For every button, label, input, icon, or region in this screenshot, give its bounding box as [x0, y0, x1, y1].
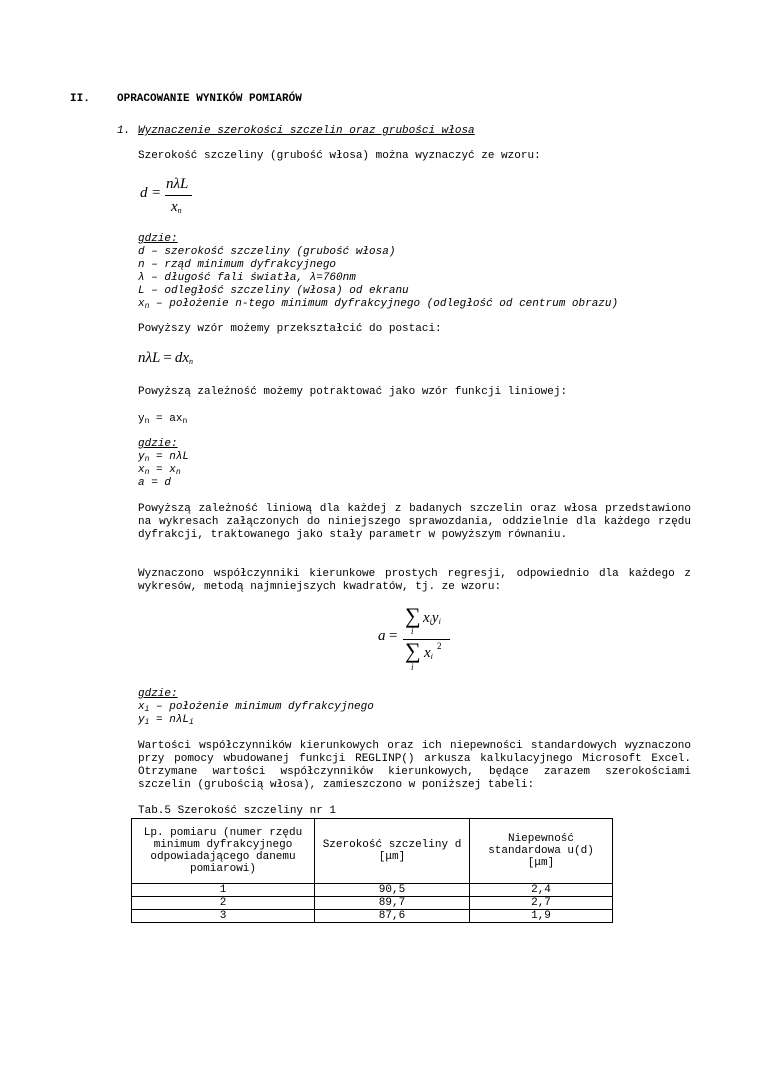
where-label-2: gdzie:: [138, 438, 178, 450]
where-label-1: gdzie:: [138, 233, 178, 245]
section-title: OPRACOWANIE WYNIKÓW POMIARÓW: [117, 93, 302, 105]
where2-line-3: a = d: [138, 477, 172, 489]
paragraph-2: Powyższy wzór możemy przekształcić do postaci:: [138, 323, 442, 335]
cell-width: 90,5: [315, 884, 470, 897]
sum-index-top: i: [411, 626, 414, 636]
where-label-3: gdzie:: [138, 688, 178, 700]
formula-nlambdaL: $n\lambda L = dx_n$: [138, 350, 193, 366]
cell-width: 89,7: [315, 897, 470, 910]
header-width: Szerokość szczeliny d [μm]: [315, 819, 470, 884]
where1-line-3: λ – długość fali światła, λ=760nm: [138, 272, 356, 284]
table-header-row: [132, 819, 613, 884]
where1-line-1: d – szerokość szczeliny (grubość włosa): [138, 246, 396, 258]
section-number: II.: [70, 93, 90, 105]
header-uncertainty: Niepewność standardowa u(d) [μm]: [470, 819, 613, 884]
table-caption: Tab.5 Szerokość szczeliny nr 1: [138, 805, 337, 817]
formula-a-den: $x_i$: [424, 645, 433, 661]
formula-d-eq: =: [152, 185, 161, 201]
cell-uncertainty: 1,9: [470, 910, 613, 923]
cell-uncertainty: 2,4: [470, 884, 613, 897]
where3-line-1: $x_i$ – położenie minimum dyfrakcyjnego: [138, 701, 374, 714]
where2-line-1: $y_n = n\lambda L$: [138, 451, 190, 464]
where2-line-2: $x_n = x_n$: [138, 464, 181, 477]
cell-width: 87,6: [315, 910, 470, 923]
where1-line-2: n – rząd minimum dyfrakcyjnego: [138, 259, 337, 271]
sum-icon: ∑: [405, 603, 421, 628]
paragraph-4: Powyższą zależność liniową dla każdej z badanych szczelin oraz włosa przedstawiono na wykresach załączonych do niniejszego sprawozdania, oddzielnie dla każdego rzędu dyfrakcji, traktowanego jako stały parametr w powyższym równaniu.: [138, 503, 691, 541]
formula-d-lhs: d: [140, 185, 148, 201]
paragraph-6: Wartości współczynników kierunkowych oraz ich niepewności standardowych wyznaczono przy pomocy wbudowanej funkcji REGLINP() arkusza kalkulacyjnego Microsoft Excel. Otrzymane wartości współczynników kierunkowych, będące zarazem szerokościami szczelin (grubością włosa), zamieszczono w poniższej tabeli:: [138, 740, 691, 791]
results-table: [131, 818, 613, 923]
sum-index-bottom: i: [411, 662, 414, 672]
cell-lp: 3: [132, 910, 315, 923]
formula-a-eq: =: [389, 628, 398, 644]
formula-d-num: nλL: [166, 176, 189, 192]
table-row: [132, 897, 613, 910]
subsection-title: Wyznaczenie szerokości szczelin oraz grubości włosa: [138, 125, 475, 137]
paragraph-5: Wyznaczono współczynniki kierunkowe prostych regresji, odpowiednio dla każdego z wykresów, metodą najmniejszych kwadratów, tj. ze wzoru:: [138, 568, 691, 593]
header-lp: Lp. pomiaru (numer rzędu minimum dyfrakcyjnego odpowiadającego danemu pomiarowi): [132, 819, 315, 884]
cell-uncertainty: 2,7: [470, 897, 613, 910]
where3-line-2: $y_i = n\lambda L_i$: [138, 714, 194, 727]
linear-formula: $y_n = ax_n$: [138, 413, 188, 426]
where1-line-4: L – odległość szczeliny (włosa) od ekranu: [138, 285, 409, 297]
table-row: [132, 910, 613, 923]
formula-a-square: 2: [437, 641, 442, 651]
formula-a-num: $x_iy_i$: [423, 610, 441, 626]
cell-lp: 2: [132, 897, 315, 910]
formula-a-lhs: a: [378, 628, 386, 644]
formula-d-den: $x_n$: [171, 199, 182, 215]
where1-line-5: $x_n$ – położenie n-tego minimum dyfrakcyjnego (odległość od centrum obrazu): [138, 298, 619, 311]
cell-lp: 1: [132, 884, 315, 897]
formula-a: [378, 600, 458, 678]
paragraph-1: Szerokość szczeliny (grubość włosa) można wyznaczyć ze wzoru:: [138, 150, 541, 162]
table-row: [132, 884, 613, 897]
sum-icon-2: ∑: [405, 638, 421, 663]
formula-d: [138, 175, 208, 220]
subsection-number: 1.: [117, 125, 131, 137]
paragraph-3: Powyższą zależność możemy potraktować jako wzór funkcji liniowej:: [138, 386, 568, 398]
fraction-bar: [165, 195, 192, 196]
